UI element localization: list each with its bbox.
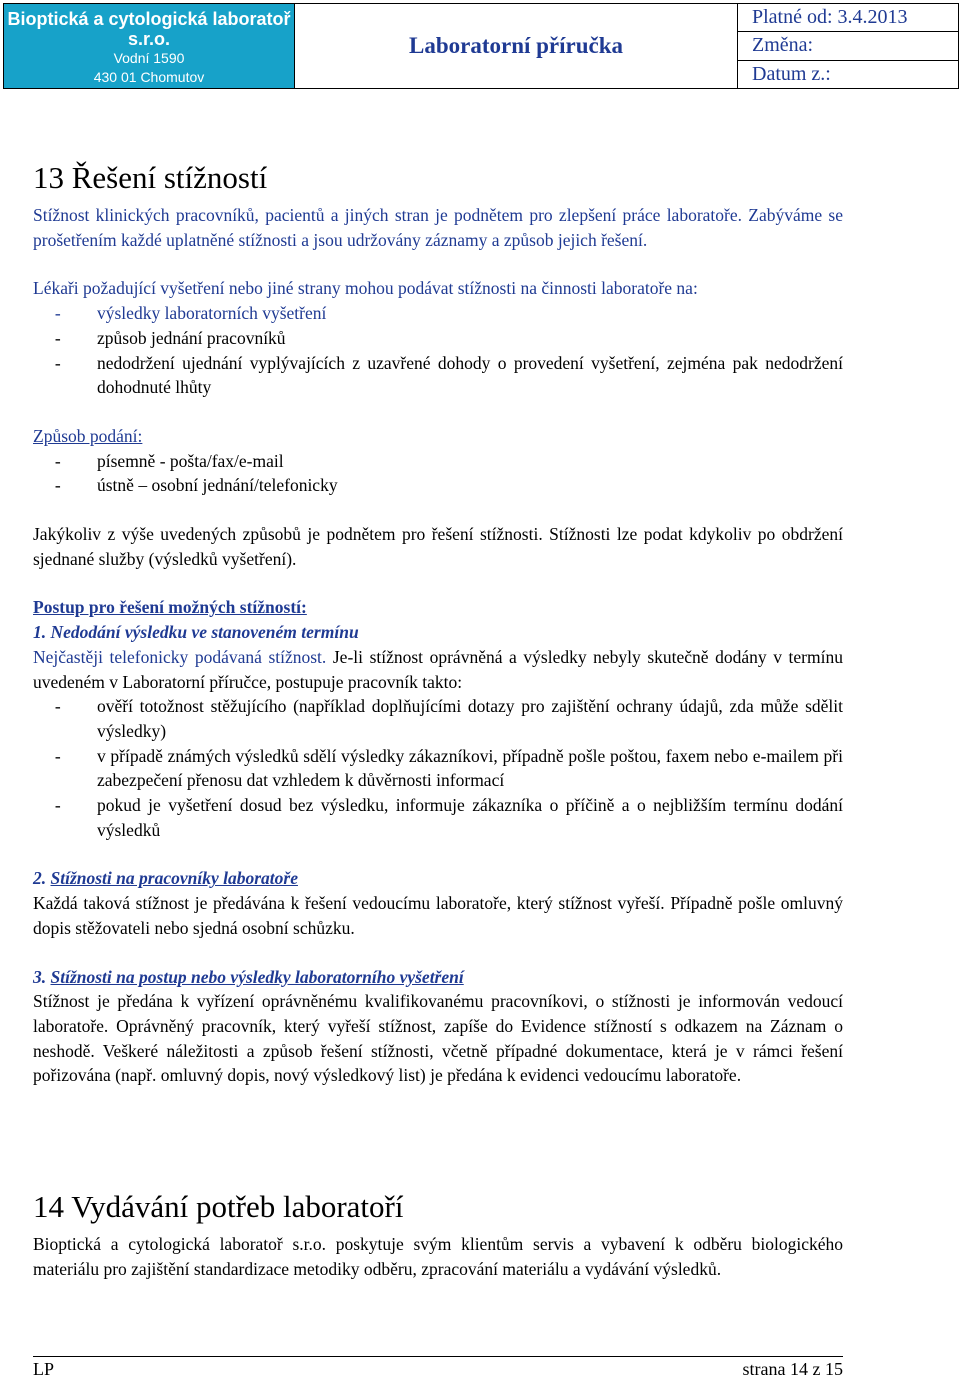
date-field: Datum z.:: [738, 60, 958, 88]
section-14-paragraph: Bioptická a cytologická laboratoř s.r.o. poskytuje svým klientům servis a vybavení k odběru biologického materiálu pro zajištění standardizace metodiky odběru, zpracování materiálu a vydávání výsledků.: [33, 1234, 843, 1279]
intro-paragraph: Stížnost klinických pracovníků, pacientů a jiných stran je podnětem pro zlepšení práce laboratoře. Zabýváme se prošetřením každé uplatněné stížnosti a jsou udržovány záznamy a způsob jejich řešení.: [33, 205, 843, 250]
org-name: Bioptická a cytologická laboratoř s.r.o.: [7, 9, 291, 49]
procedure-heading: Postup pro řešení možných stížností:: [33, 597, 307, 618]
who-lead: Lékaři požadující vyšetření nebo jiné strany mohou podávat stížnosti na činnosti laboratoře na:: [33, 278, 698, 299]
footer-left: LP: [33, 1359, 55, 1379]
org-block: [4, 4, 295, 88]
section-13-heading: 13 Řešení stížností: [33, 160, 268, 195]
document-title: Laboratorní příručka: [295, 4, 738, 88]
valid-from: Platné od: 3.4.2013: [752, 6, 908, 29]
page-header: [3, 3, 959, 89]
list-item: - způsob jednání pracovníků: [33, 327, 286, 348]
document-meta: [738, 4, 958, 88]
case-1-text: Nejčastěji telefonicky podávaná stížnost. Je-li stížnost oprávněná a výsledky nebyly skutečně dodány v termínu uvedeném v Laboratorní příručce, postupuje pracovník takto:: [33, 646, 843, 692]
case-3-text: Stížnost je předána k vyřízení oprávněnému kvalifikovanému pracovníkovi, o stížnosti je informován vedoucí laboratoře. Oprávněný pracovník, který vyřeší stížnost, zapíše do Evidence stížností s odkazem na Záznam o neshodě. Veškeré náležitosti a způsob řešení stížnosti, včetně případné dokumentace, která je v rámci řešení pořizována (např. omluvný dopis, nový výsledkový list) je předána k evidenci vedoucímu laboratoře.: [33, 991, 843, 1086]
list-item: - písemně - pošta/fax/e-mail: [33, 450, 284, 471]
section-14-body: [33, 1232, 843, 1281]
section-14-heading: 14 Vydávání potřeb laboratoří: [33, 1189, 404, 1224]
list-item: - ústně – osobní jednání/telefonicky: [33, 475, 338, 496]
section-13-body: [33, 203, 843, 1088]
change-field: Změna:: [738, 31, 958, 59]
any-way-paragraph: Jakýkoliv z výše uvedených způsobů je podnětem pro řešení stížnosti. Stížnosti lze podat kdykoliv po obdržení sjednané služby (výsledků vyšetření).: [33, 524, 843, 569]
page-footer: [33, 1356, 843, 1380]
address-line2: 430 01 Chomutov: [93, 69, 205, 85]
case-2-title: 2. Stížnosti na pracovníky laboratoře: [33, 868, 298, 889]
list-item: - ověří totožnost stěžujícího (například doplňujícími dotazy pro zajištění ochrany údajů, zda může sdělit výsledky): [33, 696, 843, 741]
case-3-title: 3. Stížnosti na postup nebo výsledky laboratorního vyšetření: [33, 966, 464, 987]
page-number: strana 14 z 15: [742, 1359, 843, 1379]
case-1-title: 1. Nedodání výsledku ve stanoveném termínu: [33, 622, 359, 643]
list-item: - v případě známých výsledků sdělí výsledky zákazníkovi, případně pošle poštou, faxem nebo e-mailem při zabezpečení přenosu dat vzhledem k důvěrnosti informací: [33, 745, 843, 791]
address-line1: Vodní 1590: [113, 50, 185, 66]
list-item: - výsledky laboratorních vyšetření: [33, 303, 327, 324]
case-2-text: Každá taková stížnost je předávána k řešení vedoucímu laboratoře, který stížnost vyřeší. Případně pošle omluvný dopis stěžovateli nebo sjedná osobní schůzku.: [33, 893, 843, 938]
list-item: - pokud je vyšetření dosud bez výsledku, informuje zákazníka o příčině a o nejbližším termínu dodání výsledků: [33, 795, 843, 840]
method-heading: Způsob podání:: [33, 425, 143, 446]
list-item: - nedodržení ujednání vyplývajících z uzavřené dohody o provedení vyšetření, zejména pak nedodržení dohodnuté lhůty: [33, 352, 843, 398]
